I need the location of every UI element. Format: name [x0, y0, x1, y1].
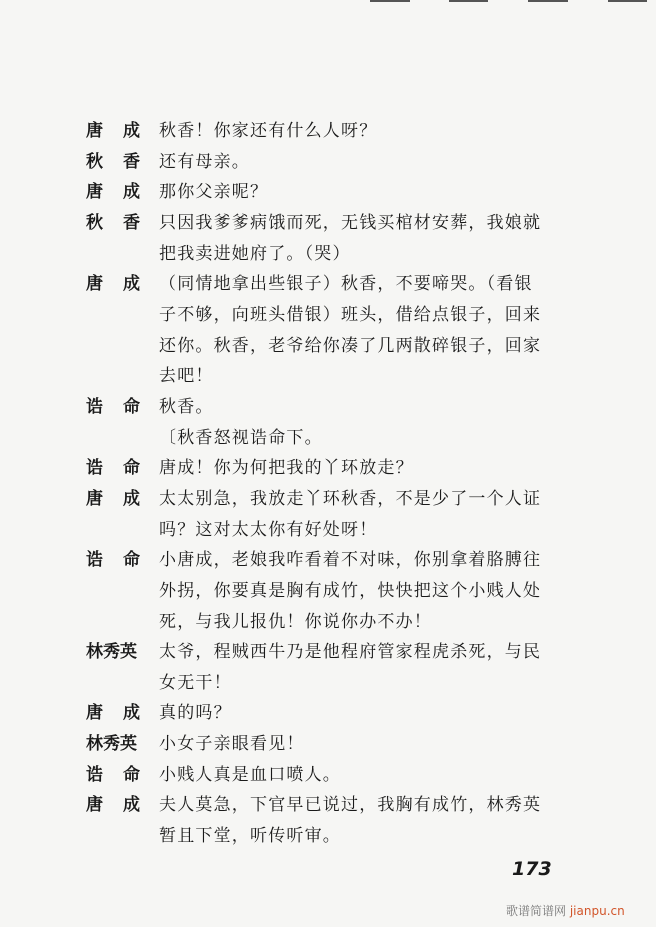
dialogue-text	[159, 116, 377, 147]
dialogue-line: 去吧！	[159, 366, 214, 387]
dialogue-entry	[86, 269, 541, 392]
dialogue-line: 子不够，向班头借银）班头，借给点银子，回来	[159, 304, 542, 325]
top-rule	[370, 0, 410, 2]
dialogue-line: 太爷，程贼西牛乃是他程府管家程虎杀死，与民	[159, 642, 542, 663]
page-number: 173	[512, 858, 552, 880]
watermark-cn: 歌谱简谱网	[506, 904, 567, 918]
dialogue-text	[159, 392, 214, 423]
speaker-name: 唐成	[86, 182, 160, 203]
dialogue-line: 把我卖进她府了。（哭）	[159, 243, 351, 264]
dialogue-line: 秋香。	[159, 396, 214, 417]
dialogue-line: 小女子亲眼看见！	[159, 734, 305, 755]
dialogue-line: 小贱人真是血口喷人。	[159, 764, 341, 785]
dialogue-line: 太太别急，我放走丫环秋香，不是少了一个人证	[159, 488, 542, 509]
dialogue-line: 小唐成，老娘我咋看着不对味，你别拿着胳膊往	[159, 550, 542, 571]
dialogue-text	[159, 637, 541, 698]
dialogue-entry	[86, 208, 541, 269]
dialogue-line: 真的吗？	[159, 703, 232, 724]
play-script	[86, 116, 541, 852]
dialogue-entry	[86, 637, 541, 698]
dialogue-text	[159, 760, 341, 791]
dialogue-line: 秋香！你家还有什么人呀？	[159, 121, 378, 141]
dialogue-entry	[86, 790, 541, 851]
dialogue-entry	[86, 729, 541, 760]
dialogue-text	[159, 147, 250, 178]
dialogue-line: （同情地拿出些银子）秋香，不要啼哭。（看银	[159, 274, 533, 295]
dialogue-entry	[86, 484, 541, 545]
dialogue-line: 只因我爹爹病饿而死，无钱买棺材安葬，我娘就	[159, 212, 542, 233]
speaker-name: 林秀英	[86, 734, 137, 755]
dialogue-line: 唐成！你为何把我的丫环放走？	[159, 458, 414, 479]
dialogue-text	[159, 177, 268, 208]
dialogue-line: 死，与我儿报仇！你说你办不办！	[159, 611, 432, 632]
dialogue-entry	[86, 545, 541, 637]
speaker-name: 诰命	[86, 764, 160, 785]
dialogue-line: 外拐，你要真是胸有成竹，快快把这个小贱人处	[159, 580, 542, 601]
speaker-name: 诰命	[86, 458, 160, 479]
speaker-name: 秋香	[86, 151, 160, 172]
speaker-name: 秋香	[86, 212, 160, 233]
watermark-en: jianpu.cn	[569, 904, 625, 918]
speaker-name: 唐成	[86, 274, 160, 295]
dialogue-line: 夫人莫急，下官早已说过，我胸有成竹，林秀英	[159, 795, 542, 816]
speaker-name: 诰命	[86, 550, 160, 571]
top-rule	[528, 0, 568, 2]
dialogue-line: 女无干！	[159, 672, 232, 693]
dialogue-text	[159, 790, 541, 851]
dialogue-text	[159, 698, 232, 729]
dialogue-entry	[86, 453, 541, 484]
dialogue-entry	[86, 392, 541, 423]
speaker-name: 林秀英	[86, 642, 137, 663]
top-rule	[449, 0, 488, 2]
dialogue-text	[159, 208, 541, 269]
speaker-name: 唐成	[86, 795, 160, 816]
dialogue-text	[159, 269, 541, 392]
speaker-name: 唐成	[86, 703, 160, 724]
dialogue-line: 那你父亲呢？	[159, 182, 269, 203]
dialogue-text	[159, 729, 305, 760]
dialogue-entry	[86, 116, 541, 147]
dialogue-entry	[86, 147, 541, 178]
stage-direction: 〔秋香怒视诰命下。	[159, 427, 323, 448]
dialogue-entry	[86, 698, 541, 729]
dialogue-line: 吗？这对太太你有好处呀！	[159, 519, 378, 540]
speaker-name: 唐成	[86, 121, 160, 141]
dialogue-line: 暂且下堂，听传听审。	[159, 826, 341, 847]
dialogue-entry	[86, 760, 541, 791]
watermark	[506, 902, 625, 919]
dialogue-line: 还你。秋香，老爷给你凑了几两散碎银子，回家	[159, 335, 542, 356]
dialogue-entry	[86, 177, 541, 208]
dialogue-text	[159, 453, 414, 484]
speaker-name: 唐成	[86, 488, 160, 509]
dialogue-line: 还有母亲。	[159, 151, 250, 172]
dialogue-text	[159, 484, 541, 545]
speaker-name: 诰命	[86, 396, 160, 417]
top-rule	[608, 0, 647, 2]
dialogue-text	[159, 545, 541, 637]
